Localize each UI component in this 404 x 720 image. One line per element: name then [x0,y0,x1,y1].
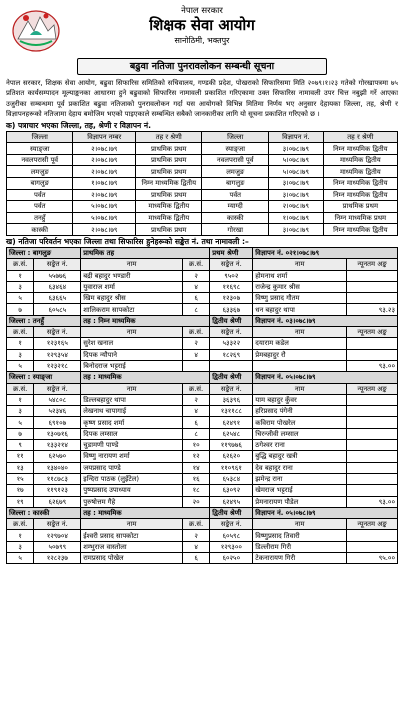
table-cell: माध्यमिक द्वितीय [323,166,397,178]
table-cell: १ [7,338,34,349]
table-row [7,154,398,166]
notice-title: बढुवा नतिजा पुनरावलोकन सम्बन्धी सूचना [77,58,327,75]
column-header: सङ्केत नं. [34,259,81,270]
column-header: तह र श्रेणी [323,131,397,143]
column-header: सङ्केत नं. [210,259,253,270]
table-cell: ५ [7,552,34,563]
column-header: क्र.सं. [7,327,34,338]
table-cell: ५।०७८।७९ [73,212,136,224]
table-cell: धन बहादुर थापा [253,304,347,315]
table-cell: ९ [7,440,34,451]
table-row [7,201,398,213]
table-cell: १२३१६५ [34,338,81,349]
table-cell: प्राथमिक प्रथम [136,166,202,178]
advertisement-label: विज्ञापन नं. ०५।०७८।७९ [253,507,398,518]
district-label: जिल्ला : बागलुङ [7,247,81,258]
table-cell: सुरेश खनाल [81,338,183,349]
grade-label: प्रथम श्रेणी [210,247,253,258]
table-cell: माध्यमिक द्वितीय [323,154,397,166]
column-header-row [7,259,398,270]
table-cell: ४ [182,406,209,417]
group-header-row [7,372,398,383]
table-cell: १३४०४० [34,462,81,473]
table-row [7,552,398,563]
table-cell: गोरखा [202,224,268,236]
table-cell: बद्री बहादुर भण्डारी [81,270,183,281]
table-cell: ६२५७० [34,451,81,462]
table-cell: १७ [7,485,34,496]
group-header-row [7,315,398,326]
table-cell: झमेन्द्र राना [253,473,347,484]
section-a-title: क) पत्राचार भएका जिल्ला, तह, श्रेणी र विज्ञापन नं. [6,120,152,130]
intro-paragraph: नेपाल सरकार, शिक्षक सेवा आयोग, बढुवा सिफारिस समितिको सचिवालय, गण्डकी प्रदेश, पोखराको सिफारिसमा मिति २०७९।१।२३ गतेको गोरखापत्रमा ७५ प्रतिशत कार्यसम्पादन मूल्याङ्कनका आधारमा हुने बढुवाको सिफारिस नामावली प्रकाशित गरिएकामा उक्त सिफारिस नामावली उपर चित्त नबुझी गरें आएका उजुरीका सम्बन्धमा पूर्व प्रकाशित बढुवा नतिजाको पुनरावलोकन गर्दा यस आयोगको विभिन्न मितिमा निर्णय भए अनुसार देहायका जिल्ला, तह, श्रेणी र विज्ञापनहरूको नतिजामा देहाय बमोजिम भएको पाइएकाले सम्बन्धित सबैको जानकारीका लागि यो सूचना प्रकाशित गरिएको छ । [6,79,398,119]
table-row [7,349,398,360]
table-cell: १२९३०० [210,541,253,552]
table-cell: २।०७८।७९ [73,143,136,155]
table-cell: ६९१०७ [34,417,81,428]
table-cell: कविराम पोखरेल [253,417,347,428]
table-cell: प्रेमनारायण पौडेल [253,496,347,507]
column-header: सङ्केत नं. [34,383,81,394]
commission-title: शिक्षक सेवा आयोग [149,16,255,34]
table-cell: ३ [7,281,34,292]
table-row [7,178,398,190]
table-cell: १६ [182,473,209,484]
table-cell: खिम बहादुर श्रीस [81,293,183,304]
table-cell: विष्णु नारायण शर्मा [81,451,183,462]
table-cell: ६ [182,293,209,304]
table-cell: ६३४६४ [34,281,81,292]
table-cell: १३०७१६ [34,428,81,439]
table-cell: जयप्रसाद पाण्डे [81,462,183,473]
group-header-row [7,247,398,258]
table-cell: ११ [7,451,34,462]
table-cell: १२८२३७ [34,552,81,563]
results-table [6,247,398,564]
table-cell: निम्न माध्यमिक द्वितीय [136,178,202,190]
table-cell [347,406,398,417]
table-cell: ८ [182,428,209,439]
table-cell: १२९३५४ [34,349,81,360]
column-header: तह र श्रेणी [136,131,202,143]
level-label: तह : माध्यमिक [81,507,210,518]
table-cell: ४ [182,281,209,292]
column-header: न्यूनतम अङ्क [347,383,398,394]
table-row [7,462,398,473]
column-header: नाम [253,519,347,530]
table-cell: ३ [7,349,34,360]
table-cell [347,349,398,360]
table-cell [347,541,398,552]
table-cell: याम बहादुर कुँवर [253,394,347,405]
table-cell: ६२५४८ [210,428,253,439]
table-row [7,143,398,155]
table-row [7,270,398,281]
table-cell: बिनोदराज भट्टराई [81,360,183,371]
table-cell: प्रेमबहादुर रोे [253,349,347,360]
table-cell [347,270,398,281]
table-cell [210,360,253,371]
column-header-row [7,383,398,394]
table-row [7,485,398,496]
table-cell: ६ [182,552,209,563]
column-header: न्यूनतम अङ्क [347,327,398,338]
table-cell: १ [7,270,34,281]
table-cell: २० [182,496,209,507]
table-cell: ६५३८४ [210,473,253,484]
table-cell: लमजुङ [7,166,73,178]
table-cell: बुद्धि बहादुर खत्री [253,451,347,462]
table-cell: नवलपरासी पूर्व [7,154,73,166]
table-cell: ५।०७८।७९ [268,166,323,178]
column-header: नाम [81,259,183,270]
column-header: न्यूनतम अङ्क [347,259,398,270]
table-cell: ६२४९१ [210,417,253,428]
grade-label: द्वितीय श्रेणी [210,507,253,518]
advertisement-label: विज्ञापन नं. ०५।०७८।७९ [253,372,398,383]
table-cell: युवाराज शर्मा [81,281,183,292]
table-cell: पुरुषोत्तम गैहे [81,496,183,507]
table-cell: दयाराम कडेल [253,338,347,349]
table-cell: ११६९८ [210,281,253,292]
table-cell: ४ [182,349,209,360]
table-cell [347,462,398,473]
table-cell: ठगेश्वर राना [253,440,347,451]
column-header: नाम [81,383,183,394]
column-header: विज्ञापन नं. [268,131,323,143]
table-cell: स्याङ्जा [7,143,73,155]
table-cell: २।०७८।७९ [73,189,136,201]
table-cell: कास्की [7,224,73,236]
table-cell: कास्की [202,212,268,224]
table-cell: लेखनाथ चापागाई [81,406,183,417]
table-cell: १३ [7,462,34,473]
column-header: क्र.सं. [7,519,34,530]
table-cell: ६३०९२ [210,485,253,496]
table-cell: इन्दिरा पाठक (लुइँटेल) [81,473,183,484]
table-cell: ५ [7,293,34,304]
table-cell: ३।०७८।७९ [268,143,323,155]
table-cell: ६०५९८ [210,530,253,541]
table-cell: प्राथमिक प्रथम [136,143,202,155]
table-cell [347,530,398,541]
table-cell: ६३३६७ [210,304,253,315]
table-cell: खेमराज भट्टराई [253,485,347,496]
table-cell: १ [7,530,34,541]
table-cell: २।०७८।७९ [73,224,136,236]
table-cell: १२३०७ [210,293,253,304]
table-cell: १२३२१८ [34,360,81,371]
table-cell: ९३.२३ [347,304,398,315]
table-cell: १।०७८।७९ [73,178,136,190]
table-cell: ६२६७९ [34,496,81,507]
grade-label: द्वितीय श्रेणी [210,372,253,383]
table-cell [347,485,398,496]
district-label: जिल्ला : कास्की [7,507,81,518]
table-cell: बागलुङ [202,178,268,190]
table-cell: २।०७८।७९ [73,154,136,166]
table-cell: दिपक लम्साल [81,428,183,439]
table-cell [347,451,398,462]
table-row [7,338,398,349]
table-row [7,406,398,417]
table-row [7,417,398,428]
table-cell: ईश्वरी प्रसाद सापकोटा [81,530,183,541]
column-header: नाम [81,327,183,338]
table-row [7,473,398,484]
table-cell: ९३.०० [347,360,398,371]
table-cell: माध्यमिक द्वितीय [136,201,202,213]
table-cell: ५ [7,360,34,371]
advertisement-label: विज्ञापन नं. ०२१।०७८।७९ [253,247,398,258]
table-cell: ७ [7,428,34,439]
table-cell [182,360,209,371]
table-cell: चुडामणी पाण्डे [81,440,183,451]
table-row [7,394,398,405]
column-header-row [7,327,398,338]
table-row [7,189,398,201]
table-row [7,304,398,315]
table-cell: ३।०७८।७९ [268,178,323,190]
table-cell: विष्णुप्रसाद तिवारी [253,530,347,541]
table-cell: निम्न माध्यमिक प्रथम [323,212,397,224]
table-cell: १० [182,440,209,451]
table-cell: २।०७८।७९ [268,201,323,213]
table-cell: लमजुङ [202,166,268,178]
table-cell: पर्वत [202,189,268,201]
district-label: जिल्ला : स्याङ्जा [7,372,81,383]
table-cell: राजेन्द्र कुमार श्रीस [253,281,347,292]
table-cell: २ [182,394,209,405]
table-cell [347,394,398,405]
table-cell [253,360,347,371]
table-cell: ५०७९९ [34,541,81,552]
table-cell: ६२६२० [210,451,253,462]
table-cell: ३।०७८।७९ [268,224,323,236]
table-cell: १।०७८।७९ [268,212,323,224]
table-cell: स्याङ्जा [202,143,268,155]
table-cell: ३ [7,541,34,552]
column-header: जिल्ला [7,131,73,143]
table-cell: पर्वत [7,189,73,201]
table-cell: ५२३४६ [34,406,81,417]
table-row [7,360,398,371]
column-header: क्र.सं. [7,383,34,394]
table-cell: निम्न माध्यमिक द्वितीय [323,189,397,201]
table-cell: तनहुँ [7,212,73,224]
government-label: नेपाल सरकार [181,6,223,16]
table-cell [347,417,398,428]
table-cell: ६२४९५ [210,496,253,507]
table-cell: २ [182,338,209,349]
table-cell: ६०२५० [210,552,253,563]
table-cell: ९५.०० [347,552,398,563]
table-cell: ६ [182,417,209,428]
table-cell [347,338,398,349]
table-cell: ६०५८५ [34,304,81,315]
table-cell: १३३२१४ [34,440,81,451]
table-row [7,293,398,304]
table-cell: ५।०७८।७९ [268,154,323,166]
column-header: न्यूनतम अङ्क [347,519,398,530]
section-b-title: ख) नतिजा परिवर्तन भएका जिल्ला तथा सिफारिस हुनेहरूको सङ्केत नं. तथा नामावली :– [6,236,249,246]
table-row [7,496,398,507]
table-cell: पुष्पप्रसाद उपाध्याय [81,485,183,496]
table-row [7,451,398,462]
column-header: सङ्केत नं. [34,327,81,338]
table-cell: निम्न माध्यमिक द्वितीय [323,178,397,190]
table-cell: कृष्ण प्रसाद शर्मा [81,417,183,428]
table-cell: प्राथमिक प्रथम [136,189,202,201]
table-cell: पर्वत [7,201,73,213]
table-cell: १९ [7,496,34,507]
table-row [7,541,398,552]
table-cell: ४ [182,541,209,552]
column-header: नाम [253,259,347,270]
column-header: विज्ञापन नम्बर [73,131,136,143]
table-cell: ११९१२३ [34,485,81,496]
table-cell: ८ [182,304,209,315]
table-cell: ३६३९६ [210,394,253,405]
table-cell: १२ [182,451,209,462]
level-label: प्राथमिक तह [81,247,210,258]
advertisement-label: विज्ञापन नं. ०३।०७८।७९ [253,315,398,326]
table-cell: विष्णु प्रसाद गौतम [253,293,347,304]
column-header: क्र.सं. [182,259,209,270]
table-header-row [7,131,398,143]
letterhead [6,4,398,56]
column-header: जिल्ला [202,131,268,143]
table-cell: ११९७७६ [210,440,253,451]
table-cell: देव बहादुर राना [253,462,347,473]
table-cell: चिरन्जीवी लम्साल [253,428,347,439]
table-row [7,212,398,224]
column-header-row [7,519,398,530]
column-header: क्र.सं. [182,519,209,530]
table-cell: बागलुङ [7,178,73,190]
table-cell: ३ [7,406,34,417]
table-row [7,166,398,178]
table-cell: ६३६६५ [34,293,81,304]
table-cell: होमनाथ शर्मा [253,270,347,281]
table-cell: २ [182,270,209,281]
table-cell: ११८७८३ [34,473,81,484]
table-cell: १३११८८ [210,406,253,417]
table-cell: १२९७०४ [34,530,81,541]
table-cell: ७ [7,304,34,315]
table-cell: प्राथमिक प्रथम [136,154,202,166]
table-row [7,224,398,236]
table-cell: ९३.०० [347,496,398,507]
table-cell: १५ [7,473,34,484]
table-row [7,428,398,439]
table-cell: डिल्लीराम गिरी [253,541,347,552]
table-cell: ९५०२ [210,270,253,281]
table-cell: म्याग्दी [202,201,268,213]
column-header: नाम [253,383,347,394]
column-header: सङ्केत नं. [210,383,253,394]
table-cell: निम्न माध्यमिक द्वितीय [323,224,397,236]
table-cell: नवलपरासी पूर्व [202,154,268,166]
column-header: क्र.सं. [182,327,209,338]
table-cell: १८२६९ [210,349,253,360]
table-cell: ५५७७६ [34,270,81,281]
table-cell: माध्यमिक द्वितीय [136,212,202,224]
table-row [7,530,398,541]
table-cell: ५ [7,417,34,428]
column-header: क्र.सं. [182,383,209,394]
table-cell: २।०७८।७९ [73,166,136,178]
column-header: क्र.सं. [7,259,34,270]
table-row [7,281,398,292]
table-cell [347,428,398,439]
table-cell: शालिकराम सापकोटा [81,304,183,315]
table-cell: टेकनारायण गिरी [253,552,347,563]
table-cell [347,473,398,484]
group-header-row [7,507,398,518]
table-cell [347,293,398,304]
table-cell: ३।०७८।७९ [268,189,323,201]
table-cell: ५४८०८ [34,394,81,405]
table-cell: १८ [182,485,209,496]
table-cell: ११०९६१ [210,462,253,473]
level-label: तह : माध्यमिक [81,372,210,383]
table-cell: १ [7,394,34,405]
column-header: सङ्केत नं. [210,327,253,338]
table-cell: २ [182,530,209,541]
advertisement-table [6,131,398,236]
column-header: नाम [253,327,347,338]
table-cell: प्राथमिक प्रथम [136,224,202,236]
table-cell: हरिप्रसाद पंगेनी [253,406,347,417]
table-cell: प्राथमिक प्रथम [323,201,397,213]
district-label: जिल्ला : तनहुँ [7,315,81,326]
column-header: सङ्केत नं. [210,519,253,530]
table-cell: रामप्रसाद पोखेल [81,552,183,563]
column-header: सङ्केत नं. [34,519,81,530]
table-cell [347,440,398,451]
table-cell: १४ [182,462,209,473]
table-cell: निम्न माध्यमिक द्वितीय [323,143,397,155]
table-cell: ५३३२२ [210,338,253,349]
table-cell: शम्भुराज वास्तोला [81,541,183,552]
table-cell: ५।०७८।७९ [73,201,136,213]
level-label: तह : निम्न माध्यमिक [81,315,210,326]
table-cell [347,281,398,292]
grade-label: द्वितीय श्रेणी [210,315,253,326]
column-header: नाम [81,519,183,530]
table-cell: दिपक न्यौपाने [81,349,183,360]
table-cell: डिल्लबहादुर थापा [81,394,183,405]
address-label: सानोठिमी, भक्तपुर [174,36,230,45]
table-row [7,440,398,451]
